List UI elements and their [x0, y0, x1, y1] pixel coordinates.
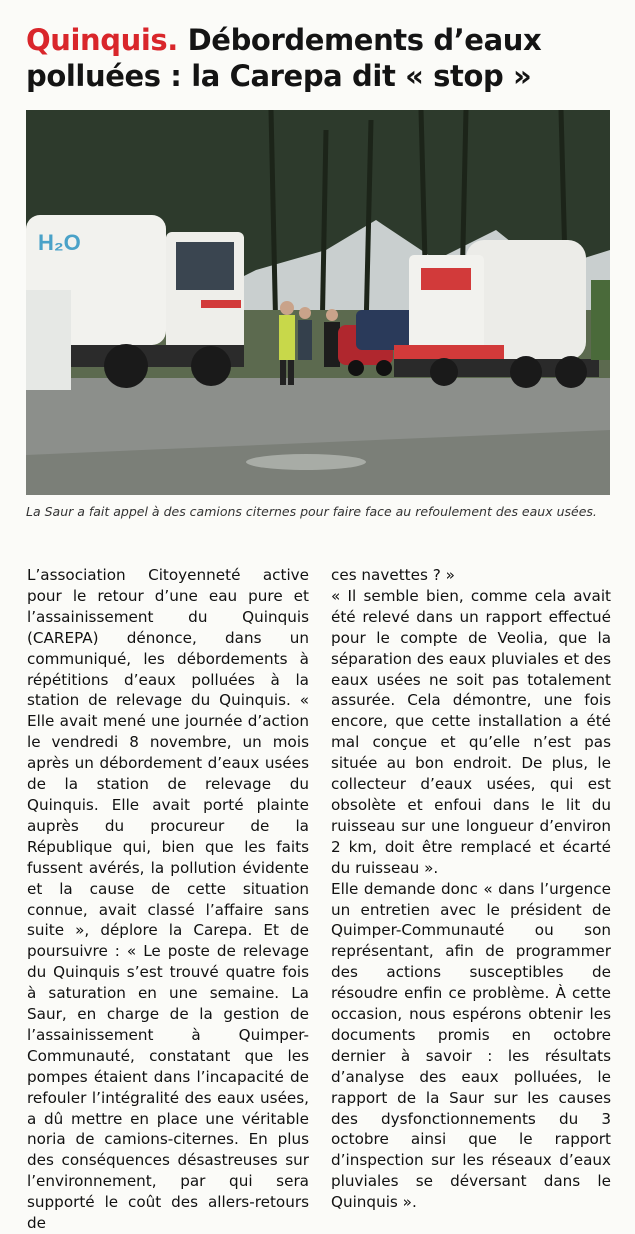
headline-kicker: Quinquis. — [26, 23, 178, 57]
headline-title: Débordements d’eaux polluées : la Carepa dit « stop » — [26, 23, 542, 93]
paragraph: « Il semble bien, comme cela avait été relevé dans un rapport effectué pour le compte de Veolia, que la séparation des eaux pluviales et des eaux usées ne soit pas totalement assurée. Cela démontre, une fois encore, que cette installation a été mal conçue et qu’elle n’est pas située au bon endroit. De plus, le collecteur d’eaux usées, qui est obsolète et enfoui dans le lit du ruisseau sur une longueur d’environ 2 km, doit être remplacé et écarté du ruisseau ». — [331, 586, 611, 877]
photo-caption: La Saur a fait appel à des camions citernes pour faire face au refoulement des eaux usées. — [26, 504, 597, 519]
photo-illustration — [26, 110, 610, 495]
paragraph: L’association Citoyenneté active pour le retour d’une eau pure et l’assainissement du Quinquis (CAREPA) dénonce, dans un communiqué, les débordements à répétitions d’eaux polluées à la station de relevage du Quinquis. « Elle avait mené une journée d’action le vendredi 8 novembre, un mois après un débordement d’eaux usées de la station de relevage du Quinquis. Elle avait porté plainte auprès du procureur de la République qui, bien que les faits fussent avérés, la pollution évidente et la cause de cette situation connue, avait classé l’affaire sans suite », déplore la Carepa. Et de poursuivre : « Le poste de relevage du Quinquis s’est trouvé quatre fois à saturation en une semaine. La Saur, en charge de la gestion de l’assainissement à Quimper-Communauté, constatant que les pompes étaient dans l’incapacité de refouler l’intégralité des eaux usées, a dû mettre en place une véritable noria de camions-citernes. En plus des conséquences désastreuses sur l’environnement, par qui sera supporté le coût des allers-retours de — [27, 566, 309, 1233]
headline — [26, 22, 616, 94]
column-left — [27, 565, 309, 1234]
photo-truck-left — [26, 215, 244, 390]
photo-truck-logo: H₂O — [38, 230, 81, 255]
photo-truck-right — [394, 240, 610, 388]
paragraph: Elle demande donc « dans l’urgence un entretien avec le président de Quimper-Communauté ou son représentant, afin de programmer des actions susceptibles de résoudre enfin ce problème. À cette occasion, nous espérons obtenir les documents promis en octobre dernier à savoir : les résultats d’analyse des eaux polluées, le rapport de la Saur sur les causes des dysfonctionnements du 3 octobre ainsi que le rapport d’inspection sur les réseaux d’eaux pluviales se déversant dans le Quinquis ». — [331, 879, 611, 1212]
column-right — [331, 565, 611, 1213]
paragraph: ces navettes ? » — [331, 566, 455, 584]
article-photo — [26, 110, 610, 495]
photo-puddle — [246, 454, 366, 470]
